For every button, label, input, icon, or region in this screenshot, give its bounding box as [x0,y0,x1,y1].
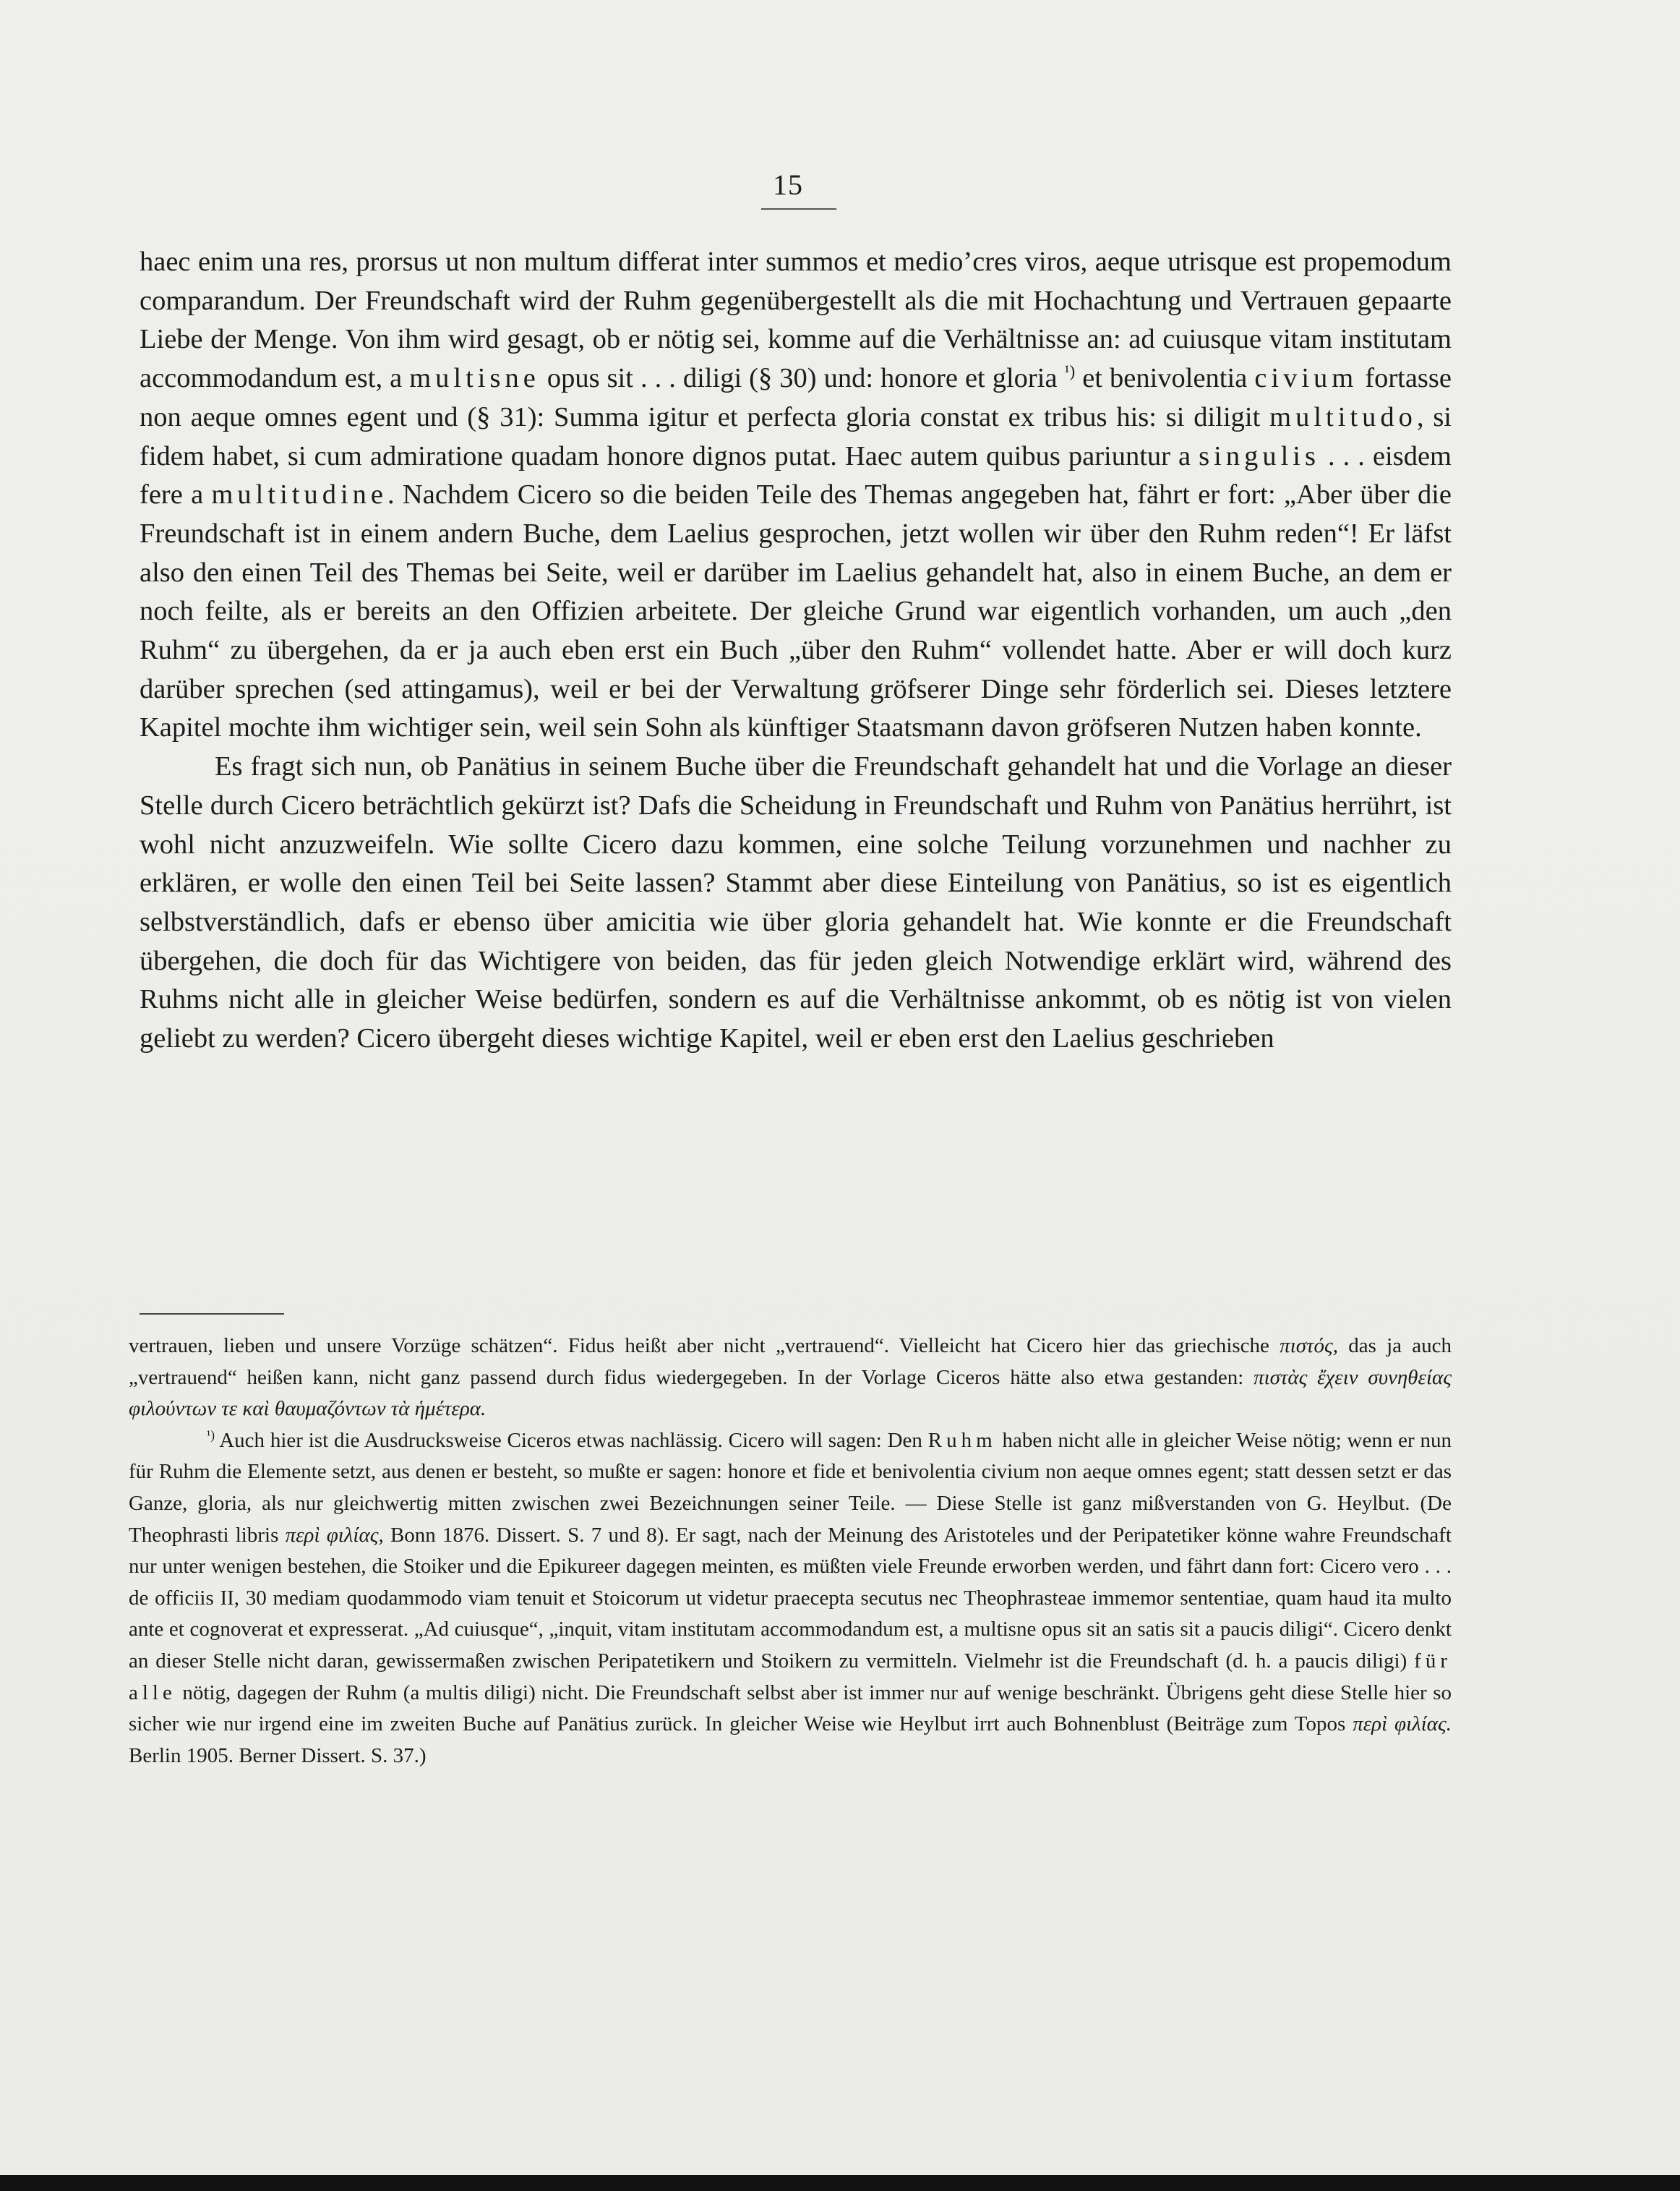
text-run: et benivolentia [1075,363,1255,394]
greek-text: περὶ φιλίας. [1353,1712,1452,1736]
text-run: vertrauen, lieben und unsere Vorzüge schätzen“. Fidus heißt aber nicht „vertrauend“. Vielleicht hat Cicero hier das griechische [129,1334,1280,1357]
footnote-1 [129,1425,1452,1772]
text-run: das ja auch „vertrauend“ heißen kann, nicht ganz passend durch fidus wiedergegeben. In der Vorlage Ciceros hätte also etwa gestanden: [129,1334,1452,1389]
spaced-text: civium [1254,363,1358,394]
text-run: opus sit . . . diligi (§ 30) und: honore et gloria [539,363,1065,394]
spaced-text: singulis [1199,440,1320,471]
footnotes [129,1331,1452,1772]
text-run: . Nachdem Cicero so die beiden Teile des Themas angegeben hat, fährt er fort: „Aber über die Freundschaft ist in einem andern Buche, dem Laelius gesprochen, jetzt wollen wir über den Ruhm reden“! Er läfst also den einen Teil des Themas bei Seite, weil er darüber im Laelius gehandelt hat, also in einem Buche, an dem er noch feilte, als er bereits an den Offizien arbeitete. Der gleiche Grund war eigentlich vorhanden, um auch „den Ruhm“ zu übergehen, da er ja auch eben erst ein Buch „über den Ruhm“ vollendet hatte. Aber er will doch kurz darüber sprechen (sed attingamus), weil er bei der Verwaltung gröfserer Dinge sehr förderlich sei. Dieses letztere Kapitel mochte ihm wichtiger sein, weil sein Sohn als künftiger Staatsmann davon gröfseren Nutzen haben konnte. [140,479,1452,743]
text-run: Auch hier ist die Ausdrucksweise Ciceros etwas nachlässig. Cicero will sagen: Den [215,1428,928,1452]
text-run: fortasse non aeque omnes egent und (§ 31): Summa igitur et perfecta gloria constat ex tribus his: si diligit [140,363,1452,432]
text-run: haben nicht alle in gleicher Weise nötig; wenn er nun für Ruhm die Elemente setzt, aus denen er besteht, so mußte er sagen: honore et fide et benivolentia civium non aeque omnes egent; statt dessen setzt er das Ganze, gloria, als nur gleichwertig mitten zwischen zwei Bezeichnungen seiner Teile. — Diese Stelle ist ganz mißverstanden von G. Heylbut. (De Theophrasti libris [129,1428,1452,1547]
spaced-text: für alle [129,1649,1452,1704]
spaced-text: Ruhm [927,1428,997,1452]
text-run: Bonn 1876. Dissert. S. 7 und 8). Er sagt, nach der Meinung des Aristoteles und der Peripatetiker könne wahre Freundschaft nur unter wenigen bestehen, die Stoiker und die Epikureer dagegen meinten, es müßten viele Freunde erworben werden, und fährt dann fort: Cicero vero . . . de officiis II, 30 mediam quodammodo viam tenuit et Stoicorum ut videtur praecepta secutus nec Theophrasteae immemor sententiae, quam haud ita multo ante et cognoverat et expresserat. „Ad cuiusque“, „inquit, vitam institutam accommodandum est, a multisne opus sit an satis sit a paucis diligi“. Cicero denkt an dieser Stelle nicht daran, gewissermaßen zwischen Peripatetikern und Stoikern zu vermitteln. Vielmehr ist die Freundschaft (d. h. a paucis diligi) [129,1523,1452,1673]
paragraph-2: Es fragt sich nun, ob Panätius in seinem Buche über die Freundschaft gehandelt hat und die Vorlage an dieser Stelle durch Cicero beträchtlich gekürzt ist? Dafs die Scheidung in Freundschaft und Ruhm von Panätius herrührt, ist wohl nicht anzuzweifeln. Wie sollte Cicero dazu kommen, eine solche Teilung vorzunehmen und nachher zu erklären, er wolle den einen Teil bei Seite lassen? Stammt aber diese Einteilung von Panätius, so ist es eigentlich selbstverständlich, dafs er ebenso über amicitia wie über gloria gehandelt hat. Wie konnte er die Freundschaft übergehen, die doch für das Wichtigere von beiden, das für jeden gleich Notwendige erklärt wird, während des Ruhms nicht alle in gleicher Weise bedürfen, sondern es auf die Verhältnisse ankommt, ob es nötig ist von vielen geliebt zu werden? Cicero übergeht dieses wichtige Kapitel, weil er eben erst den Laelius geschrieben [140,751,1452,1054]
greek-text: περὶ φιλίας, [285,1523,384,1547]
text-run: , si fidem habet, si cum admiratione quadam honore dignos putat. Haec autem quibus pariuntur a [140,401,1452,471]
spaced-text: multitudo [1269,401,1417,432]
main-text [140,243,1452,1059]
scan-edge [0,2175,1680,2191]
page-number-rule [761,208,836,210]
text-run: . . . eisdem fere a [140,440,1452,511]
paragraph-1 [140,243,1452,748]
text-run: haec enim una res, prorsus ut non multum differat inter summos et medio’cres viros, aeque utrisque est propemodum comparandum. Der Freundschaft wird der Ruhm gegenübergestellt als die mit Hochachtung und Vertrauen gepaarte Liebe der Menge. Von ihm wird gesagt, ob er nötig sei, komme auf die Verhältnisse an: ad cuiusque vitam institutam accommodandum est, a [140,247,1452,394]
spaced-text: multitudine [211,479,388,511]
greek-text: πιστὰς ἔχειν συνηθείας φιλούντων τε καὶ θαυμαζόντων τὰ ἡμέτερα. [129,1365,1452,1421]
spaced-text: multisne [409,363,540,394]
footnote-divider [140,1313,284,1315]
greek-text: πιστός, [1280,1334,1338,1357]
text-run: nötig, dagegen der Ruhm (a multis diligi) nicht. Die Freundschaft selbst aber ist immer nur auf wenige beschränkt. Übrigens geht diese Stelle hier so sicher wie nur irgend eine im zweiten Buche auf Panätius zurück. In gleicher Weise wie Heylbut irrt auch Bohnenblust (Beiträge zum Topos [129,1680,1452,1736]
footnote-marker: ¹) [207,1427,215,1443]
text-run: Berlin 1905. Berner Dissert. S. 37.) [129,1743,427,1767]
page-number: 15 [773,168,803,201]
footnote-continuation [129,1331,1452,1425]
footnote-marker: ¹) [1064,362,1076,381]
